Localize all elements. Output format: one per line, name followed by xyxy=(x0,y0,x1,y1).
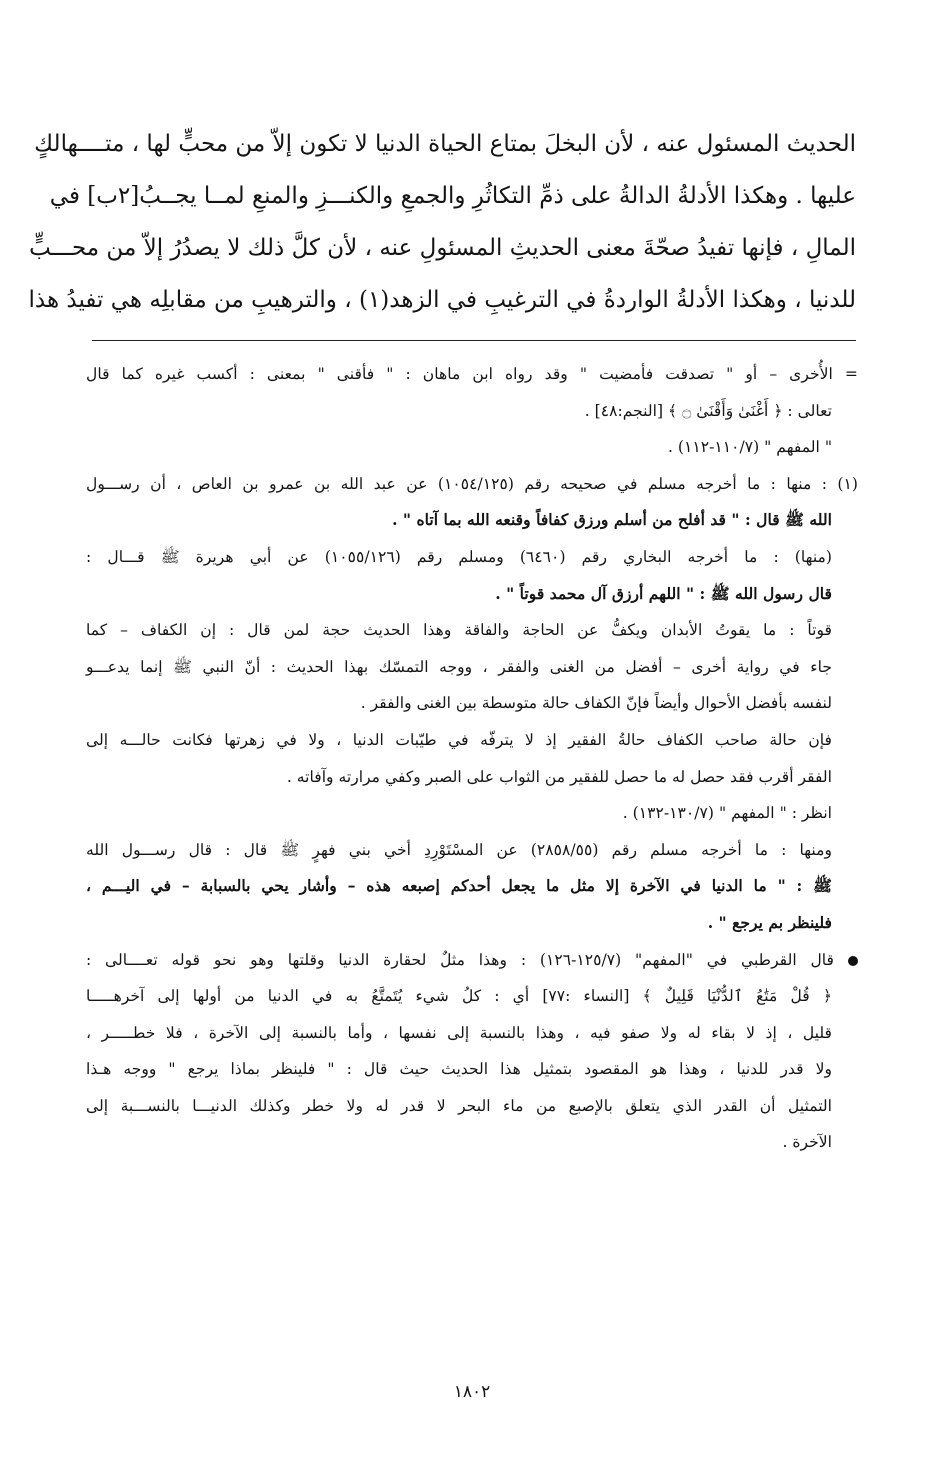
footnote-line-text: قال القرطبي في "المفهم" (١٢٥/٧-١٢٦) : وهذا مثلٌ لحقارة الدنيا وقلتها وهو نحو قوله تعــــالى : xyxy=(86,950,834,969)
footnote-line: ﷺ : " ما الدنيا في الآخرة إلا مثل ما يجعل أحدكم إصبعه هذه – وأشار يحي بالسبابة – في اليـــم ، xyxy=(86,876,832,896)
footnote-line: التمثيل أن القدر الذي يتعلق بالإصبع من ماء البحر لا قدر له ولا خطر وكذلك الدنيـــا بالنســـبة إلى xyxy=(86,1096,832,1115)
footnote-line: = الأُخرى – أو " تصدقت فأمضيت " وقد رواه ابن ماهان : " فأقنى " بمعنى : أكسب غيره كما قال xyxy=(86,365,858,383)
main-line: الحديث المسئول عنه ، لأن البخلَ بمتاع الحياة الدنيا لا تكون إلاّ من محبٍّ لها ، متــــهالكٍ xyxy=(34,131,856,157)
footnote-line: " المفهم " (١١٠/٧-١١٢) . xyxy=(667,438,832,457)
footnote-line: الفقر أقرب فقد حصل له ما حصل للفقير من الثواب على الصبر وكفي مرارته وآفاته . xyxy=(286,767,832,786)
footnote-line: الله ﷺ قال : " قد أفلح من أسلم ورزق كفافاً وقنعه الله بما آتاه " . xyxy=(392,510,832,530)
page-number: ١٨٠٢ xyxy=(453,1382,491,1402)
main-line: للدنيا ، وهكذا الأدلةُ الواردةُ في الترغيبِ في الزهد(١) ، والترهيبِ من مقابلِه هي تفيدُ هذا xyxy=(28,287,856,313)
footnote-line: تعالى : ﴿ أَغْنَىٰ وَأَقْنَىٰ ۝ ﴾ [النجم:٤٨] . xyxy=(584,401,832,420)
footnotes xyxy=(86,356,858,1161)
footnote-line: الآخرة . xyxy=(782,1133,832,1152)
footnote-line: (منها) : ما أخرجه البخاري رقم (٦٤٦٠) ومسلم رقم (١٠٥٥/١٢٦) عن أبي هريرة ﷺ قـــال : xyxy=(86,547,832,566)
footnote-separator xyxy=(92,340,856,341)
footnote-line: فلينظر بم يرجع " . xyxy=(707,912,832,932)
main-text xyxy=(28,118,856,326)
footnote-line: لنفسه بأفضل الأحوال وأيضاً فإنّ الكفاف حالة متوسطة بين الغنى والفقر . xyxy=(360,694,832,713)
footnote-line: (١) : منها : ما أخرجه مسلم في صحيحه رقم (١٠٥٤/١٢٥) عن عبد الله بن عمرو بن العاص ، أن رســـول xyxy=(86,474,859,493)
footnote-line: قليل ، إذ لا بقاء له ولا صفو فيه ، وهذا بالنسبة إلى نفسها ، وأما بالنسبة إلى الآخرة ، فلا خطـــــر ، xyxy=(86,1023,832,1042)
footnote-line: جاء في رواية أخرى – أفضل من الغنى والفقر ، ووجه التمسّك بهذا الحديث : أنّ النبي ﷺ إنما يدعـــو xyxy=(86,657,832,676)
main-line: المالِ ، فإنها تفيدُ صحّةَ معنى الحديثِ المسئولِ عنه ، لأن كلَّ ذلك لا يصدُرُ إلاّ من محـــبٍّ xyxy=(29,235,856,261)
footnote-line: ﴿ قُلْ مَتَٰعُ ٱلدُّنْيَا قَلِيلٌ ﴾ [النساء :٧٧] أي : كلُ شيء يُتَمتَّعُ به في الدنيا من أولها إلى آخرهـــــا xyxy=(86,987,832,1006)
footnote-line: ومنها : ما أخرجه مسلم رقم (٢٨٥٨/٥٥) عن المسْتَوْرِدِ أخي بني فهرٍ ﷺ قال : قال رســـول الله xyxy=(86,840,833,859)
footnote-line: انظر : " المفهم " (١٣٠/٧-١٣٢) . xyxy=(622,804,832,823)
footnote-line: قوتاً : ما يقوتُ الأبدان ويكفُّ عن الحاجة والفاقة وهذا الحديث حجة لمن قال : إن الكفاف – كما xyxy=(86,621,832,640)
footnote-line xyxy=(86,942,858,979)
main-line: عليها . وهكذا الأدلةُ الدالةُ على ذمِّ التكاثُرِ والجمعِ والكنـــزِ والمنعِ لمــا يجــبُ[٢ب] في xyxy=(49,183,856,209)
footnote-line: ولا قدر للدنيا ، وهذا هو المقصود بتمثيل هذا الحديث حيث قال : " فلينظر بماذا يرجع " ووجه هـذا xyxy=(86,1060,832,1079)
footnote-line: فإن حالة صاحب الكفاف حالةُ الفقير إذ لا يترفّه في طيّبات الدنيا ، ولا في زهرتها فكانت حالـــه إلى xyxy=(86,730,832,749)
bullet-icon xyxy=(848,956,858,966)
footnote-line: قال رسول الله ﷺ : " اللهم أرزق آل محمد قوتاً " . xyxy=(495,583,832,603)
